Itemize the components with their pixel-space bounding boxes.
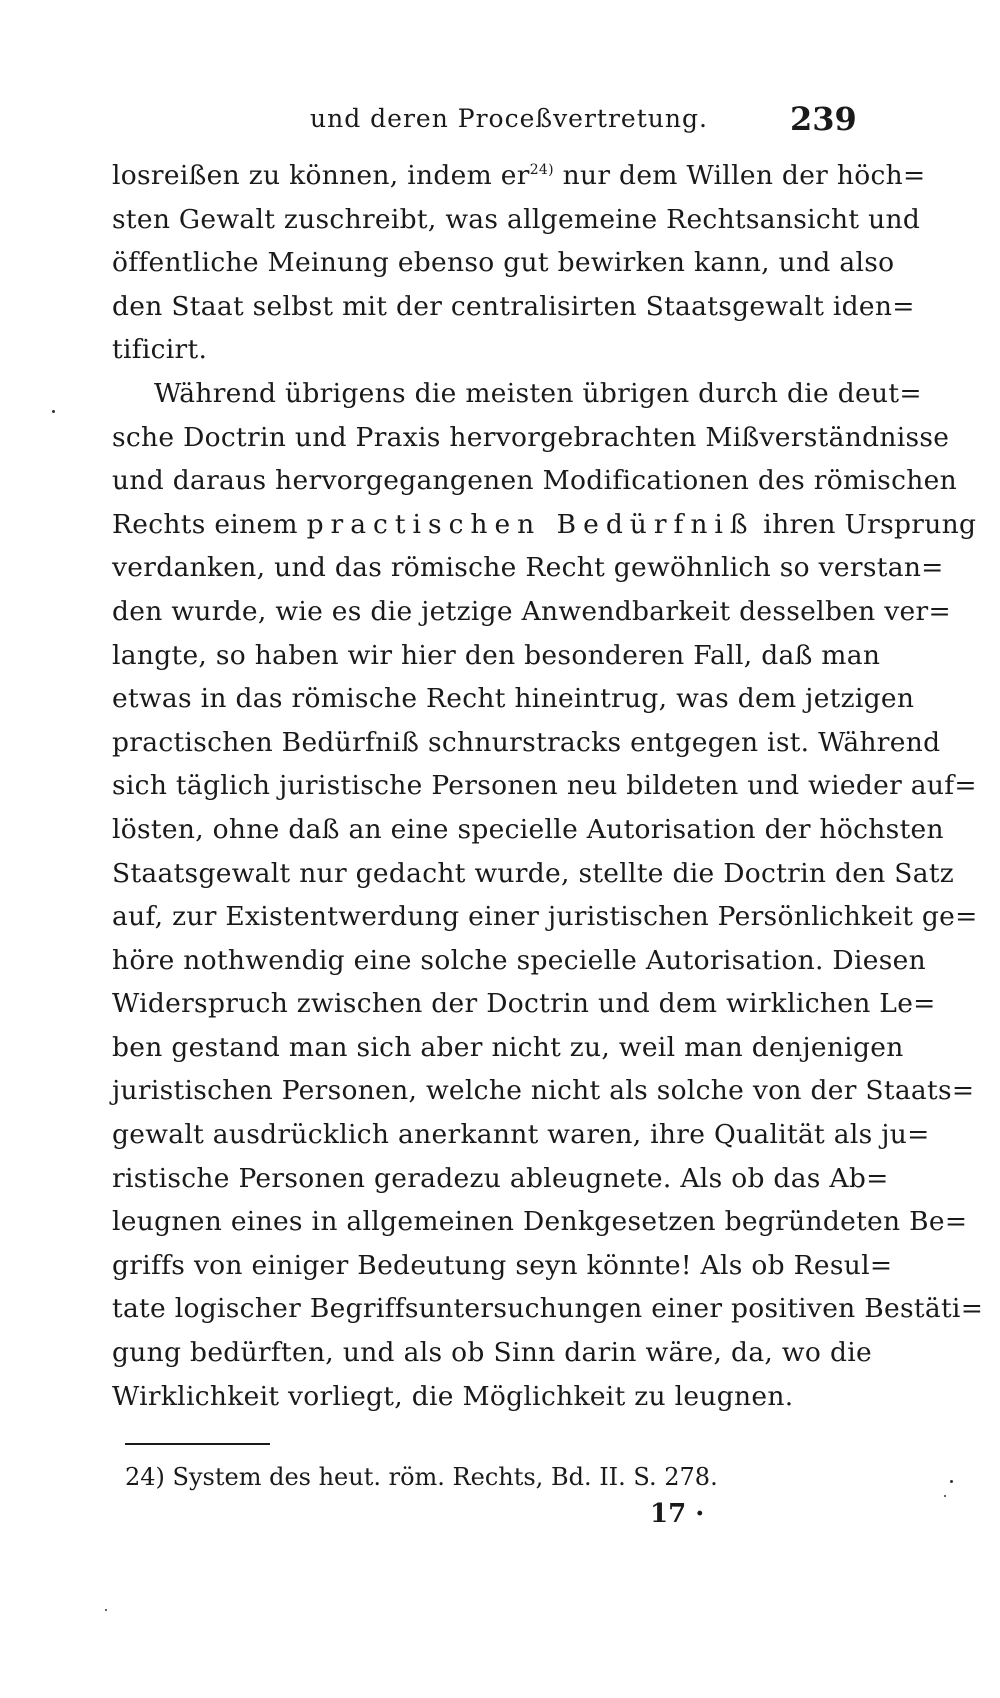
- line-text: den Staat selbst mit der centralisirten Staatsgewalt iden=: [112, 290, 915, 322]
- text-line: [112, 808, 944, 852]
- line-text: höre nothwendig eine solche specielle Autorisation. Diesen: [112, 944, 926, 976]
- text-line: [112, 1287, 984, 1331]
- text-line: [112, 328, 872, 372]
- text-line: [112, 198, 921, 242]
- line-text: und daraus hervorgegangenen Modificationen des römischen: [112, 465, 957, 497]
- text-line: [112, 154, 926, 198]
- print-speck: [105, 1609, 107, 1611]
- line-text: Widerspruch zwischen der Doctrin und dem wirklichen Le=: [112, 988, 936, 1020]
- line-text: auf, zur Existentwerdung einer juristischen Persönlichkeit ge=: [112, 901, 978, 933]
- line-text: juristischen Personen, welche nicht als solche von der Staats=: [112, 1075, 975, 1107]
- text-line: [112, 372, 922, 416]
- footnote: 24) System des heut. röm. Rechts, Bd. II. S. 278.: [125, 1463, 718, 1491]
- line-text: sten Gewalt zuschreibt, was allgemeine Rechtsansicht und: [112, 203, 921, 235]
- text-line: [112, 1069, 975, 1113]
- body-text: [112, 154, 984, 1418]
- line-text: verdanken, und das römische Recht gewöhnlich so verstan=: [112, 552, 944, 584]
- print-speck: [52, 410, 55, 413]
- text-line: [112, 852, 955, 896]
- text-line: [112, 459, 957, 503]
- line-text: gung bedürften, und als ob Sinn darin wäre, da, wo die: [112, 1337, 872, 1369]
- line-text: ben gestand man sich aber nicht zu, weil man denjenigen: [112, 1031, 904, 1063]
- text-line: [112, 590, 952, 634]
- text-line: [112, 1331, 872, 1375]
- text-line: [112, 1244, 893, 1288]
- text-line: [112, 1157, 889, 1201]
- line-text: griffs von einiger Bedeutung seyn könnte! Als ob Resul=: [112, 1249, 893, 1281]
- footnote-reference: 24): [529, 162, 554, 179]
- emphasized-text: practischen Bedürfniß: [306, 508, 755, 540]
- line-text: langte, so haben wir hier den besonderen Fall, daß man: [112, 639, 881, 671]
- text-line: [112, 895, 978, 939]
- text-line: [112, 939, 926, 983]
- text-line: [112, 546, 944, 590]
- line-text: gewalt ausdrücklich anerkannt waren, ihre Qualität als ju=: [112, 1119, 930, 1151]
- print-speck: [950, 1480, 953, 1483]
- text-line: [112, 241, 895, 285]
- text-line: [112, 982, 936, 1026]
- page-number: 239: [790, 100, 857, 138]
- text-line: [112, 416, 950, 460]
- line-text: losreißen zu können, indem er: [112, 160, 530, 191]
- footnote-rule: [125, 1443, 270, 1445]
- line-text: tificirt.: [112, 334, 208, 366]
- line-text: ihren Ursprung: [754, 508, 977, 540]
- line-text: etwas in das römische Recht hineintrug, was dem jetzigen: [112, 683, 915, 715]
- text-line: [112, 677, 915, 721]
- running-header: und deren Proceßvertretung.: [310, 104, 708, 133]
- text-line: [112, 1113, 930, 1157]
- line-text: leugnen eines in allgemeinen Denkgesetzen begründeten Be=: [112, 1206, 968, 1238]
- line-text: practischen Bedürfniß schnurstracks entgegen ist. Während: [112, 726, 941, 758]
- text-line: [112, 285, 915, 329]
- text-line: [112, 1200, 968, 1244]
- text-line: [112, 634, 881, 678]
- line-text: Wirklichkeit vorliegt, die Möglichkeit zu leugnen.: [112, 1380, 794, 1412]
- text-line: [112, 764, 977, 808]
- text-line: [112, 1375, 872, 1419]
- text-line: [112, 503, 977, 547]
- line-text: Staatsgewalt nur gedacht wurde, stellte die Doctrin den Satz: [112, 857, 955, 889]
- line-text: lösten, ohne daß an eine specielle Autorisation der höchsten: [112, 813, 944, 845]
- line-text: den wurde, wie es die jetzige Anwendbarkeit desselben ver=: [112, 595, 952, 627]
- text-line: [112, 721, 941, 765]
- print-speck: [944, 1495, 946, 1497]
- line-text: sich täglich juristische Personen neu bildeten und wieder auf=: [112, 770, 977, 802]
- line-text: ristische Personen geradezu ableugnete. Als ob das Ab=: [112, 1162, 889, 1194]
- text-line: [112, 1026, 904, 1070]
- line-text: nur dem Willen der höch=: [553, 160, 926, 191]
- line-text: öffentliche Meinung ebenso gut bewirken kann, und also: [112, 247, 895, 279]
- signature-mark: 17 ·: [650, 1499, 705, 1529]
- line-text: tate logischer Begriffsuntersuchungen einer positiven Bestäti=: [112, 1293, 984, 1325]
- line-text: sche Doctrin und Praxis hervorgebrachten Mißverständnisse: [112, 421, 950, 453]
- line-text: Während übrigens die meisten übrigen durch die deut=: [154, 377, 922, 409]
- line-text: Rechts einem: [112, 508, 307, 540]
